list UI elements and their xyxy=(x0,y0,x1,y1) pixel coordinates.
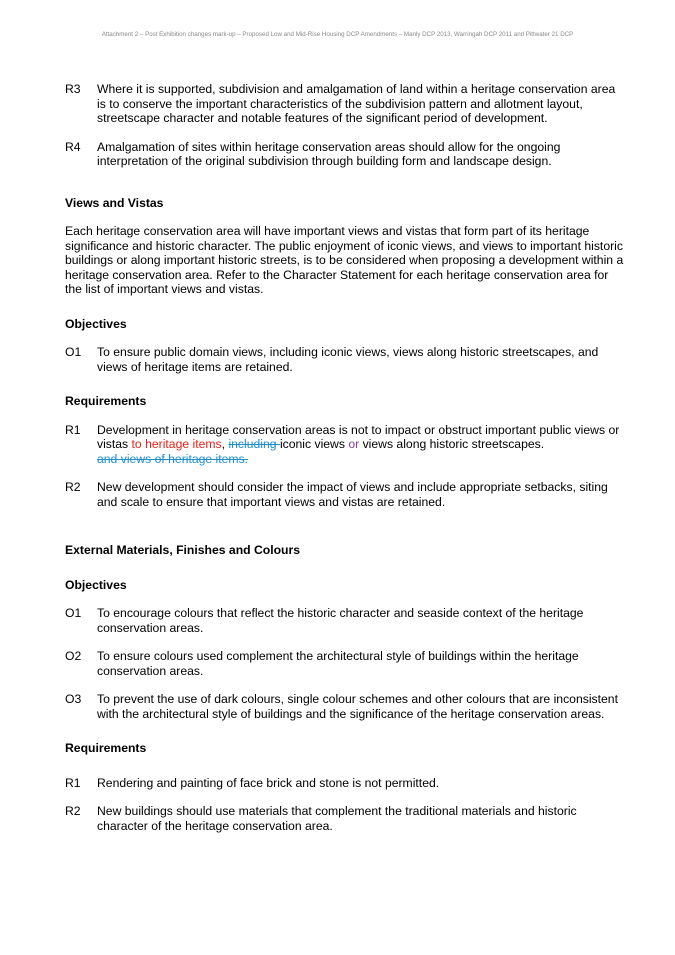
item-number: O2 xyxy=(65,649,82,663)
objectives-heading: Objectives xyxy=(65,577,127,592)
item-text: To encourage colours that reflect the historic character and seaside context of the heritage conservation areas. xyxy=(97,606,584,635)
item-number: R2 xyxy=(65,480,81,494)
text-run: views along historic streetscapes. xyxy=(359,437,545,451)
item-text: New buildings should use materials that complement the traditional materials and historic character of the heritage conservation area. xyxy=(97,804,577,833)
requirement-r1 xyxy=(65,776,625,791)
document-body xyxy=(65,82,625,847)
views-intro: Each heritage conservation area will have important views and vistas that form part of its heritage significance and historic character. The public enjoyment of iconic views, and views to important historic buildings or along important historic streets, is to be considered when proposing a development within a heritage conservation area. Refer to the Character Statement for each heritage conservation area for the list of important views and vistas. xyxy=(65,224,624,296)
inserted-text: or xyxy=(348,437,360,451)
objective-o1 xyxy=(65,606,625,635)
item-number: R3 xyxy=(65,82,81,96)
text-run: iconic views xyxy=(279,437,349,451)
deleted-text: and views of heritage items. xyxy=(97,451,249,466)
inserted-text: to heritage items xyxy=(131,437,222,451)
requirement-r2 xyxy=(65,804,625,833)
item-number: O1 xyxy=(65,345,82,359)
item-text: To ensure colours used complement the architectural style of buildings within the heritage conservation areas. xyxy=(97,649,579,678)
item-number: O3 xyxy=(65,692,82,706)
requirement-r2 xyxy=(65,480,625,509)
text-run: Development in heritage conservation areas is not to impact or obstruct important public views or vistas xyxy=(97,422,620,451)
requirements-heading: Requirements xyxy=(65,394,147,408)
objective-o3 xyxy=(65,692,625,721)
item-text: New development should consider the impact of views and include appropriate setbacks, siting and scale to ensure that important views and vistas are retained. xyxy=(97,480,608,509)
requirements-heading: Requirements xyxy=(65,741,147,755)
item-number: R1 xyxy=(65,422,81,437)
item-number: O1 xyxy=(65,606,82,620)
item-text: To prevent the use of dark colours, single colour schemes and other colours that are inconsistent with the architectural style of buildings and the significance of the heritage conservation areas. xyxy=(97,692,618,721)
section-heading-materials: External Materials, Finishes and Colours xyxy=(65,543,301,557)
item-number: R4 xyxy=(65,139,81,154)
objective-o2 xyxy=(65,649,625,678)
requirement-r4 xyxy=(65,140,625,169)
item-text: Amalgamation of sites within heritage conservation areas should allow for the ongoing interpretation of the original subdivision through building form and landscape design. xyxy=(97,139,561,168)
item-text: Rendering and painting of face brick and stone is not permitted. xyxy=(97,775,440,790)
item-text: To ensure public domain views, including iconic views, views along historic streetscapes, and views of heritage items are retained. xyxy=(97,345,599,374)
item-number: R1 xyxy=(65,775,81,790)
deleted-text: including xyxy=(228,437,280,451)
section-heading-views: Views and Vistas xyxy=(65,195,164,210)
item-text xyxy=(97,423,625,467)
requirement-r1-marked-up xyxy=(65,423,625,467)
item-text: Where it is supported, subdivision and amalgamation of land within a heritage conservation area is to conserve the important characteristics of the subdivision pattern and allotment layout, streetscape character and notable features of the significant period of development. xyxy=(97,82,616,125)
page-header: Attachment 2 – Post Exhibition changes mark-up – Proposed Low and Mid-Rise Housing DCP Amendments – Manly DCP 2013, Warringah DCP 2011 and Pittwater 21 DCP xyxy=(101,31,574,38)
requirement-r3 xyxy=(65,82,625,126)
text-run: , xyxy=(221,437,229,451)
objective-o1 xyxy=(65,345,625,374)
objectives-heading: Objectives xyxy=(65,316,127,331)
item-number: R2 xyxy=(65,804,81,818)
